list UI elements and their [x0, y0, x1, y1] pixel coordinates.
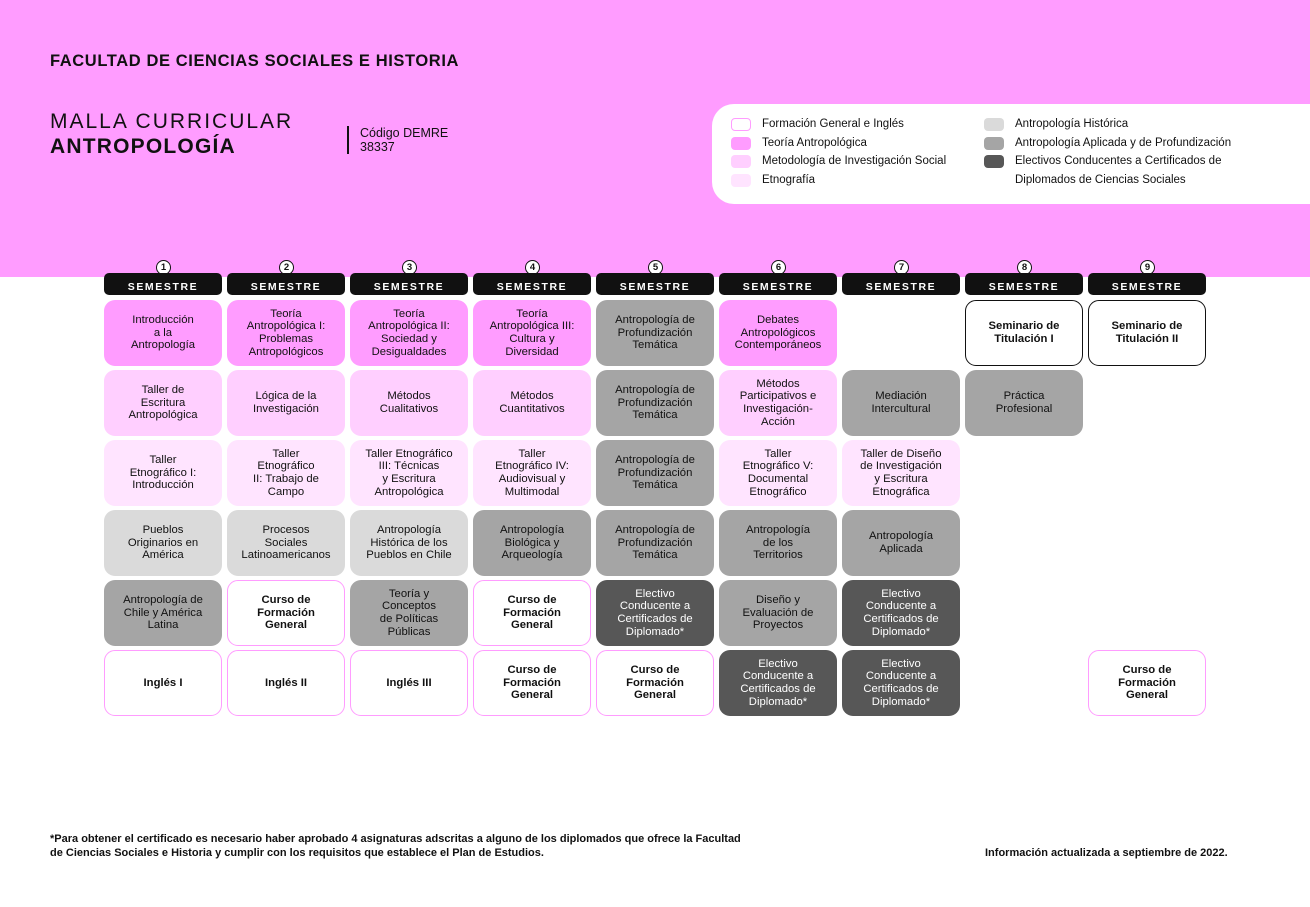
semester-header: SEMESTRE: [227, 273, 345, 295]
course-cell: Taller de Escritura Antropológica: [104, 370, 222, 436]
demre-code: 38337: [360, 140, 395, 154]
course-cell: Inglés II: [227, 650, 345, 716]
legend-swatch: [731, 118, 751, 131]
legend-item: [984, 115, 1128, 133]
semester-number: 8: [1017, 260, 1032, 275]
semester-number: 3: [402, 260, 417, 275]
course-cell: Teoría Antropológica I: Problemas Antropológicos: [227, 300, 345, 366]
course-cell: Taller Etnográfico IV: Audiovisual y Multimodal: [473, 440, 591, 506]
semester-header: SEMESTRE: [965, 273, 1083, 295]
course-cell: Lógica de la Investigación: [227, 370, 345, 436]
course-cell: Antropología de Chile y América Latina: [104, 580, 222, 646]
course-cell: Métodos Cualitativos: [350, 370, 468, 436]
course-cell: Taller de Diseño de Investigación y Escritura Etnográfica: [842, 440, 960, 506]
course-cell: Inglés III: [350, 650, 468, 716]
semester-header: SEMESTRE: [596, 273, 714, 295]
course-cell: Antropología de Profundización Temática: [596, 510, 714, 576]
course-cell: Seminario de Titulación I: [965, 300, 1083, 366]
course-cell: Taller Etnográfico II: Trabajo de Campo: [227, 440, 345, 506]
course-cell: Teoría Antropológica III: Cultura y Diversidad: [473, 300, 591, 366]
legend-swatch: [731, 174, 751, 187]
semester-header: SEMESTRE: [842, 273, 960, 295]
update-note: Información actualizada a septiembre de 2022.: [985, 847, 1228, 859]
semester-header: SEMESTRE: [473, 273, 591, 295]
course-cell: Antropología de Profundización Temática: [596, 300, 714, 366]
course-cell: Teoría Antropológica II: Sociedad y Desigualdades: [350, 300, 468, 366]
course-cell: Electivo Conducente a Certificados de Diplomado*: [719, 650, 837, 716]
semester-number: 6: [771, 260, 786, 275]
program-name: ANTROPOLOGÍA: [50, 135, 236, 158]
legend-item: [984, 152, 1221, 170]
legend-item: [731, 152, 946, 170]
legend-label: Teoría Antropológica: [762, 137, 867, 149]
course-cell: Pueblos Originarios en América: [104, 510, 222, 576]
course-cell: Teoría y Conceptos de Políticas Públicas: [350, 580, 468, 646]
legend-swatch: [731, 155, 751, 168]
legend: [712, 104, 1310, 204]
course-cell: Taller Etnográfico I: Introducción: [104, 440, 222, 506]
legend-swatch: [731, 137, 751, 150]
course-cell: Debates Antropológicos Contemporáneos: [719, 300, 837, 366]
semester-number: 7: [894, 260, 909, 275]
footnote: *Para obtener el certificado es necesario haber aprobado 4 asignaturas adscritas a alguno de los diplomados que ofrece la Facultad de Ciencias Sociales e Historia y cumplir con los requisitos que establece el Plan de Estudios.: [50, 833, 741, 859]
course-cell: Procesos Sociales Latinoamericanos: [227, 510, 345, 576]
legend-label: Etnografía: [762, 174, 816, 186]
legend-label: Diplomados de Ciencias Sociales: [1015, 174, 1186, 186]
course-cell: Métodos Cuantitativos: [473, 370, 591, 436]
course-cell: Introducción a la Antropología: [104, 300, 222, 366]
course-cell: Antropología de los Territorios: [719, 510, 837, 576]
course-cell: Antropología de Profundización Temática: [596, 370, 714, 436]
course-cell: Antropología Aplicada: [842, 510, 960, 576]
course-cell: Electivo Conducente a Certificados de Diplomado*: [842, 580, 960, 646]
semester-header: SEMESTRE: [1088, 273, 1206, 295]
legend-label: Antropología Histórica: [1015, 118, 1129, 130]
legend-label: Metodología de Investigación Social: [762, 155, 947, 167]
legend-label: Antropología Aplicada y de Profundización: [1015, 137, 1232, 149]
course-cell: Curso de Formación General: [473, 650, 591, 716]
semester-number: 1: [156, 260, 171, 275]
legend-swatch: [984, 118, 1004, 131]
course-cell: Taller Etnográfico III: Técnicas y Escritura Antropológica: [350, 440, 468, 506]
legend-swatch: [984, 137, 1004, 150]
demre-label: Código DEMRE: [360, 126, 449, 140]
course-cell: Curso de Formación General: [473, 580, 591, 646]
page-title: MALLA CURRICULAR: [50, 110, 294, 133]
semester-header: SEMESTRE: [104, 273, 222, 295]
course-cell: Diseño y Evaluación de Proyectos: [719, 580, 837, 646]
legend-item: [984, 134, 1231, 152]
semester-header: SEMESTRE: [350, 273, 468, 295]
demre-code-block: [347, 126, 448, 154]
course-cell: Mediación Intercultural: [842, 370, 960, 436]
semester-number: 5: [648, 260, 663, 275]
course-cell: Electivo Conducente a Certificados de Diplomado*: [842, 650, 960, 716]
legend-label: Formación General e Inglés: [762, 118, 904, 130]
course-cell: Antropología Biológica y Arqueología: [473, 510, 591, 576]
legend-item: [731, 115, 904, 133]
course-cell: Métodos Participativos e Investigación- Acción: [719, 370, 837, 436]
course-cell: Curso de Formación General: [596, 650, 714, 716]
legend-swatch: [984, 155, 1004, 168]
legend-item: [1015, 171, 1186, 189]
course-cell: Práctica Profesional: [965, 370, 1083, 436]
course-cell: Antropología Histórica de los Pueblos en Chile: [350, 510, 468, 576]
course-cell: Seminario de Titulación II: [1088, 300, 1206, 366]
faculty-name: FACULTAD DE CIENCIAS SOCIALES E HISTORIA: [50, 52, 460, 70]
semester-number: 9: [1140, 260, 1155, 275]
legend-item: [731, 171, 815, 189]
course-cell: Curso de Formación General: [227, 580, 345, 646]
semester-header: SEMESTRE: [719, 273, 837, 295]
course-cell: Taller Etnográfico V: Documental Etnográfico: [719, 440, 837, 506]
legend-item: [731, 134, 867, 152]
course-cell: Inglés I: [104, 650, 222, 716]
legend-label: Electivos Conducentes a Certificados de: [1015, 155, 1222, 167]
course-cell: Electivo Conducente a Certificados de Diplomado*: [596, 580, 714, 646]
semester-number: 2: [279, 260, 294, 275]
semester-number: 4: [525, 260, 540, 275]
course-cell: Curso de Formación General: [1088, 650, 1206, 716]
course-cell: Antropología de Profundización Temática: [596, 440, 714, 506]
